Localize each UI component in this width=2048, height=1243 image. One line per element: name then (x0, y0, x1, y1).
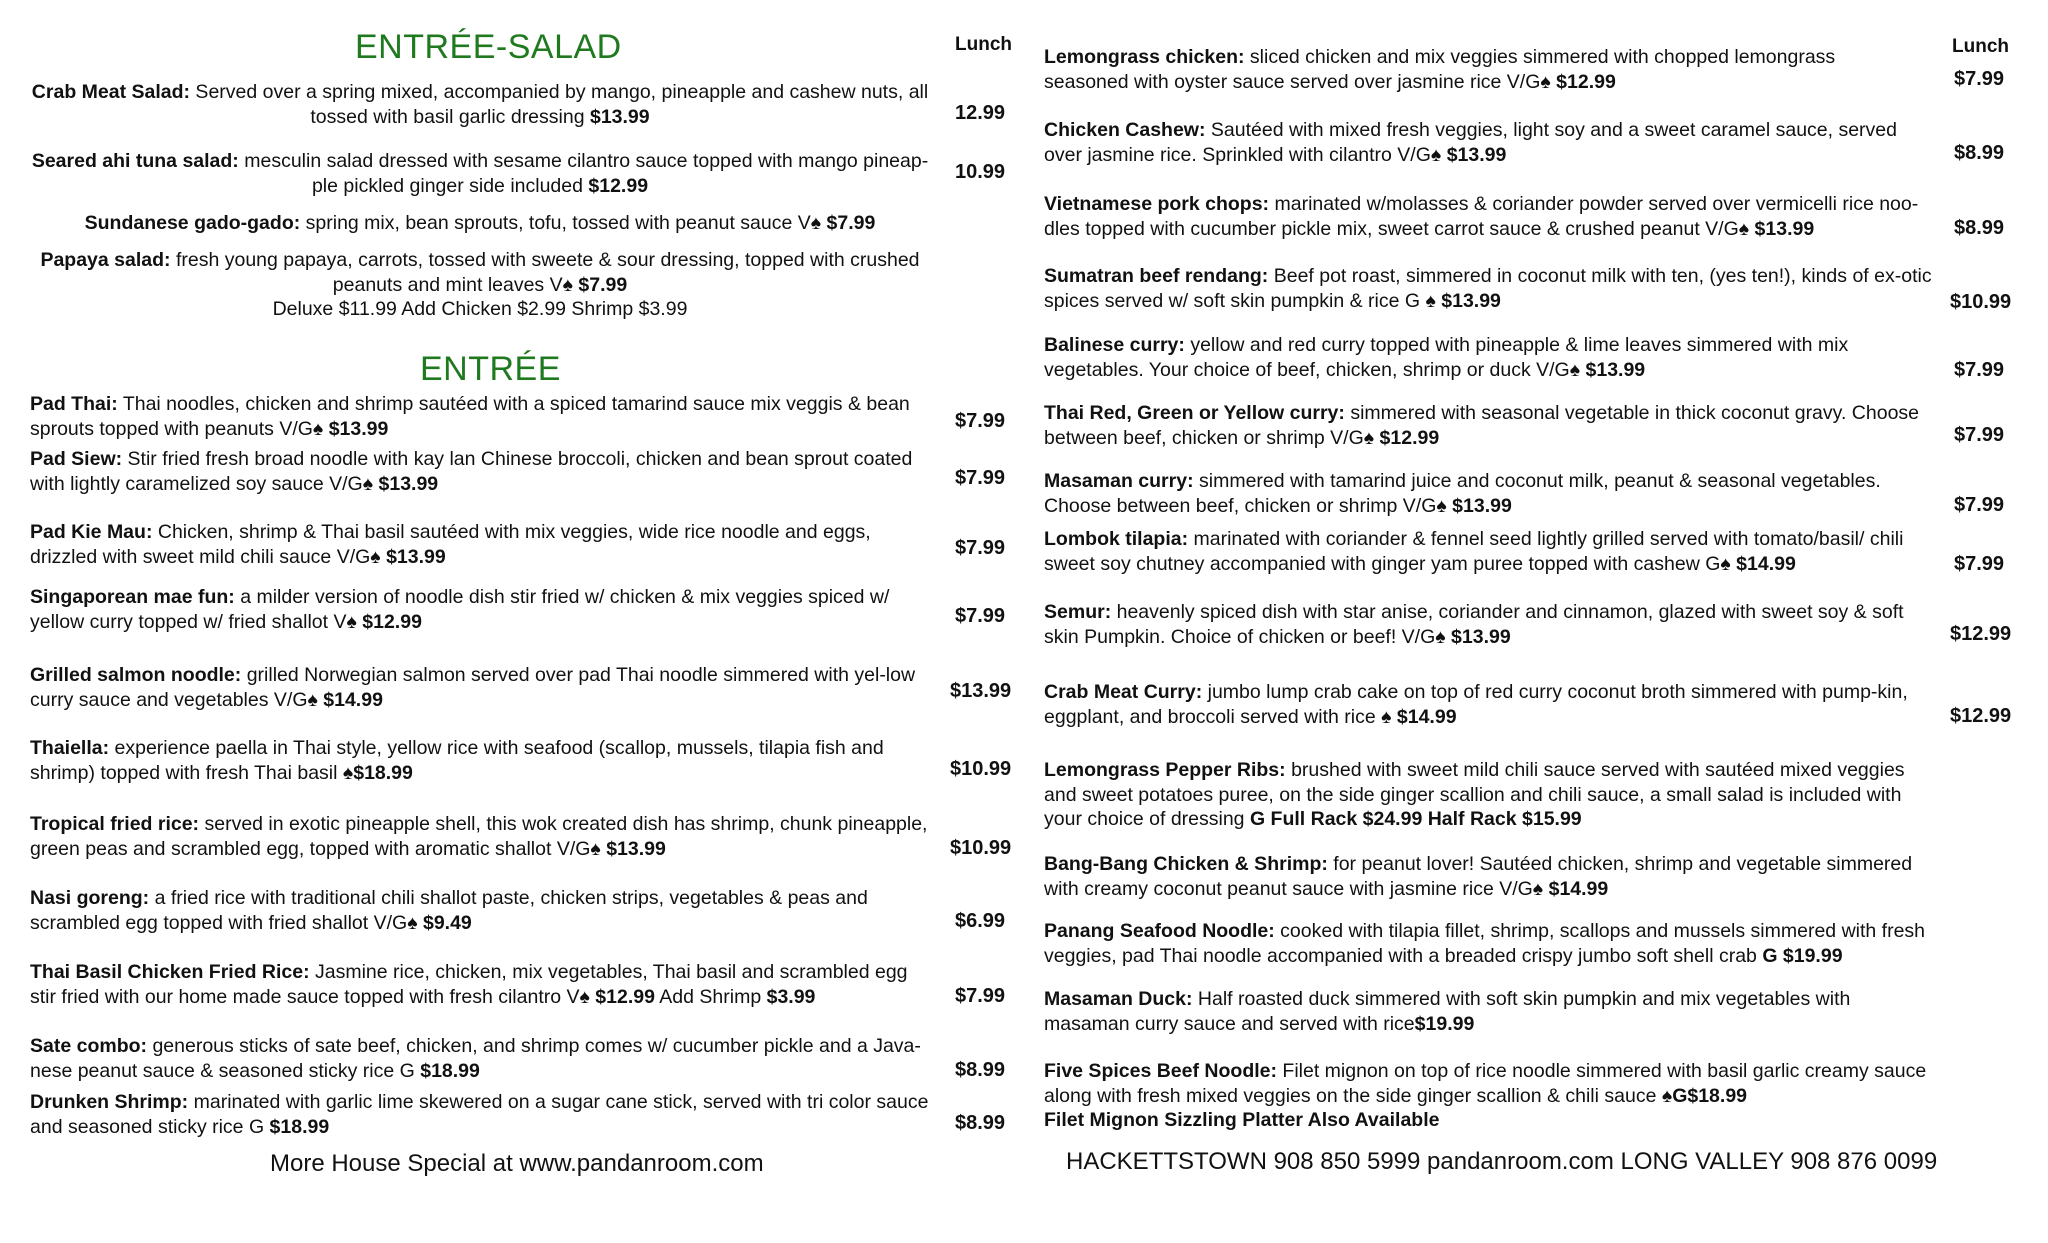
menu-item-five-spices-beef-noodle (1044, 1059, 1934, 1108)
lunch-price: 12.99 (955, 102, 1006, 124)
menu-item-thai-basil-chicken-fried-rice (30, 960, 930, 1009)
item-name: Sundanese gado-gado: (84, 212, 301, 234)
item-name: Masaman Duck: (1044, 988, 1193, 1010)
entree-heading: ENTRÉE (420, 350, 561, 388)
lunch-price: $6.99 (955, 910, 1006, 932)
item-name: Drunken Shrimp: (30, 1091, 189, 1113)
item-name: Grilled salmon noodle: (30, 664, 242, 686)
lunch-price: $10.99 (950, 837, 1012, 859)
lunch-price: $10.99 (950, 758, 1012, 780)
menu-item-grilled-salmon-noodle (30, 663, 930, 712)
item-price: $12.99 (1556, 70, 1616, 93)
item-desc: heavenly spiced dish with star anise, coriander and cinnamon, glazed with sweet soy & soft skin Pumpkin. Choice of chicken or beef! V/G♠ (1044, 601, 1904, 648)
item-desc: marinated w/molasses & coriander powder served over vermicelli rice noo-dles topped with cucumber pickle mix, sweet carrot sauce & crushed peanut V/G♠ (1044, 193, 1919, 240)
item-desc: sliced chicken and mix veggies simmered with chopped lemongrass seasoned with oyster sauce served over jasmine rice V/G♠ (1044, 46, 1836, 93)
item-price: $13.99 (589, 105, 650, 128)
menu-item-thai-curry (1044, 401, 1934, 450)
item-price: $9.49 (422, 911, 472, 934)
item-name: Bang-Bang Chicken & Shrimp: (1044, 853, 1328, 875)
item-desc: spring mix, bean sprouts, tofu, tossed with peanut sauce V♠ (300, 212, 827, 234)
item-name: Seared ahi tuna salad: (31, 150, 239, 172)
menu-item-pad-thai (30, 392, 930, 441)
item-desc: Chicken, shrimp & Thai basil sautéed with mix veggies, wide rice noodle and eggs, drizzled with sweet mild chili sauce V/G♠ (30, 521, 871, 568)
item-price: $12.99 (362, 610, 422, 633)
item-price: $13.99 (1451, 625, 1511, 648)
item-name: Papaya salad: (40, 249, 171, 271)
item-desc: Half roasted duck simmered with soft skin pumpkin and mix vegetables with masaman curry sauce and served with rice (1044, 988, 1851, 1035)
lunch-price: $13.99 (950, 680, 1012, 702)
menu-item-drunken-shrimp (30, 1090, 930, 1139)
item-price: $14.99 (1548, 877, 1609, 900)
item-desc: Beef pot roast, simmered in coconut milk with ten, (yes ten!), kinds of ex-otic spices served w/ soft skin pumpkin & rice G ♠ (1044, 265, 1932, 312)
lunch-price: $7.99 (955, 467, 1006, 489)
item-desc: generous sticks of sate beef, chicken, and shrimp comes w/ cucumber pickle and a Java-nese peanut sauce & seasoned sticky rice G (30, 1035, 921, 1082)
item-desc: marinated with coriander & fennel seed lightly grilled served with tomato/basil/ chili sweet soy chutney accompanied with ginger yam puree topped with cashew G♠ (1044, 528, 1904, 575)
item-desc: fresh young papaya, carrots, tossed with sweete & sour dressing, topped with crushed peanuts and mint leaves V♠ (170, 249, 920, 296)
item-price: $13.99 (386, 545, 446, 568)
item-name: Crab Meat Salad: (31, 81, 191, 103)
menu-item-balinese-curry (1044, 333, 1934, 382)
item-desc: a fried rice with traditional chili shallot paste, chicken strips, vegetables & peas and scrambled egg topped with fried shallot V/G♠ (30, 887, 868, 934)
item-price: $13.99 (606, 837, 666, 860)
item-name: Chicken Cashew: (1044, 119, 1206, 141)
item-price: $14.99 (323, 688, 383, 711)
item-price: $13.99 (1441, 289, 1501, 312)
item-name: Thaiella: (30, 737, 110, 759)
item-name: Thai Red, Green or Yellow curry: (1044, 402, 1345, 424)
lunch-price: $7.99 (1954, 424, 2005, 446)
item-desc: simmered with tamarind juice and coconut milk, peanut & seasonal vegetables. Choose between beef, chicken or shrimp V/G♠ (1044, 470, 1881, 517)
lunch-price: $7.99 (1954, 68, 2005, 90)
item-name: Lemongrass Pepper Ribs: (1044, 759, 1286, 781)
item-name: Pad Siew: (30, 448, 123, 470)
right-footer: HACKETTSTOWN 908 850 5999 pandanroom.com LONG VALLEY 908 876 0099 (1066, 1148, 1938, 1175)
item-desc: jumbo lump crab cake on top of red curry coconut broth simmered with pump-kin, eggplant, and broccoli served with rice ♠ (1044, 681, 1908, 728)
item-name: Thai Basil Chicken Fried Rice: (30, 961, 310, 983)
lunch-price: $7.99 (1954, 359, 2005, 381)
menu-item-nasi-goreng (30, 886, 930, 935)
lunch-price: $7.99 (955, 985, 1006, 1007)
item-name: Five Spices Beef Noodle: (1044, 1060, 1277, 1082)
lunch-price: $7.99 (955, 537, 1006, 559)
item-price: $7.99 (578, 273, 628, 296)
item-name: Sumatran beef rendang: (1044, 265, 1269, 287)
item-desc: Filet mignon on top of rice noodle simmered with basil garlic creamy sauce along with fresh mixed veggies on the side ginger scallion & chili sauce (1044, 1060, 1927, 1107)
lunch-price: $8.99 (1954, 142, 2005, 164)
lunch-price: $7.99 (1954, 553, 2005, 575)
menu-item-tropical-fried-rice (30, 812, 930, 861)
item-price: $14.99 (1736, 552, 1796, 575)
item-desc: Served over a spring mixed, accompanied by mango, pineapple and cashew nuts, all tossed with basil garlic dressing (190, 81, 929, 128)
left-footer: More House Special at www.pandanroom.com (270, 1150, 764, 1177)
item-extra: Add Shrimp (654, 985, 767, 1008)
item-name: Pad Thai: (30, 393, 118, 415)
item-desc: marinated with garlic lime skewered on a sugar cane stick, served with tri color sauce and seasoned sticky rice G (30, 1091, 929, 1138)
item-desc: simmered with seasonal vegetable in thick coconut gravy. Choose between beef, chicken or shrimp V/G♠ (1044, 402, 1920, 449)
item-desc: cooked with tilapia fillet, shrimp, scallops and mussels simmered with fresh veggies, pad Thai noodle accompanied with a breaded crispy jumbo soft shell crab (1044, 920, 1926, 967)
item-price: $7.99 (826, 212, 876, 234)
item-price: $14.99 (1396, 705, 1457, 728)
menu-item-lemongrass-pepper-ribs (1044, 758, 1939, 832)
menu-item-papaya-salad (30, 248, 930, 297)
menu-item-masaman-duck (1044, 987, 1904, 1036)
item-name: Balinese curry: (1044, 334, 1185, 356)
menu-item-masaman-curry (1044, 469, 1934, 518)
salad-heading: ENTRÉE-SALAD (355, 28, 622, 66)
item-name: Nasi goreng: (30, 887, 150, 909)
menu-item-lombok-tilapia (1044, 527, 1934, 576)
item-name: Masaman curry: (1044, 470, 1194, 492)
menu-item-singaporean-mae-fun (30, 585, 930, 634)
item-price: G $19.99 (1762, 944, 1843, 967)
lunch-price: $8.99 (1954, 217, 2005, 239)
item-name: Tropical fried rice: (30, 813, 200, 835)
menu-item-sumatran-beef-rendang (1044, 264, 1934, 313)
item-name: Crab Meat Curry: (1044, 681, 1203, 703)
item-price: $18.99 (420, 1059, 480, 1082)
menu-item-seared-ahi-tuna-salad (30, 149, 930, 198)
item-desc: Sautéed with mixed fresh veggies, light soy and a sweet caramel sauce, served over jasmine rice. Sprinkled with cilantro V/G♠ (1044, 119, 1897, 166)
lunch-price: $7.99 (1954, 494, 2005, 516)
item-name: Lemongrass chicken: (1044, 46, 1245, 68)
menu-item-pad-siew (30, 447, 930, 496)
item-desc: served in exotic pineapple shell, this wok created dish has shrimp, chunk pineapple, green peas and scrambled egg, topped with aromatic shallot V/G♠ (30, 813, 928, 860)
lunch-price: $12.99 (1950, 705, 2012, 727)
menu-item-sate-combo (30, 1034, 930, 1083)
item-desc: Jasmine rice, chicken, mix vegetables, Thai basil and scrambled egg stir fried with our home made sauce topped with fresh cilantro V♠ (30, 961, 908, 1008)
item-name: Lombok tilapia: (1044, 528, 1189, 550)
menu-item-semur (1044, 600, 1934, 649)
item-desc: Stir fried fresh broad noodle with kay lan Chinese broccoli, chicken and bean sprout coated with lightly caramelized soy sauce V/G♠ (30, 448, 913, 495)
menu-item-bang-bang-chicken-shrimp (1044, 852, 1934, 901)
item-name: Semur: (1044, 601, 1112, 623)
lunch-price: $10.99 (1950, 291, 2012, 313)
item-extra-price: $3.99 (766, 985, 816, 1008)
item-price: $13.99 (1452, 494, 1512, 517)
menu-item-crab-meat-salad (30, 80, 930, 129)
item-price: G Full Rack $24.99 Half Rack $15.99 (1249, 808, 1582, 830)
lunch-price: $7.99 (955, 605, 1006, 627)
item-name: Pad Kie Mau: (30, 521, 153, 543)
item-desc: for peanut lover! Sautéed chicken, shrimp and vegetable simmered with creamy coconut peanut sauce with jasmine rice V/G♠ (1044, 853, 1913, 900)
item-price: $18.99 (269, 1115, 330, 1138)
item-price: $13.99 (378, 472, 439, 495)
salad-lunch-header: Lunch (955, 34, 1012, 55)
menu-item-thaiella (30, 736, 930, 785)
lunch-price: $12.99 (1950, 623, 2012, 645)
item-price: $13.99 (1446, 143, 1507, 166)
item-name: Panang Seafood Noodle: (1044, 920, 1275, 942)
menu-item-vietnamese-pork-chops (1044, 192, 1934, 241)
item-name: Vietnamese pork chops: (1044, 193, 1270, 215)
right-lunch-header: Lunch (1952, 36, 2009, 57)
item-price: $12.99 (595, 985, 655, 1008)
sizzling-platter-note: Filet Mignon Sizzling Platter Also Available (1044, 1109, 1440, 1131)
item-desc: Thai noodles, chicken and shrimp sautéed with a spiced tamarind sauce mix veggis & bean sprouts topped with peanuts V/G♠ (30, 393, 910, 440)
item-desc: yellow and red curry topped with pineapple & lime leaves simmered with mix vegetables. Your choice of beef, chicken, shrimp or duck V/G♠ (1044, 334, 1849, 381)
item-price: $13.99 (328, 417, 389, 440)
item-price: $13.99 (1585, 358, 1646, 381)
lunch-price: $8.99 (955, 1112, 1006, 1134)
papaya-extra: Deluxe $11.99 Add Chicken $2.99 Shrimp $3.99 (272, 298, 688, 320)
item-price: $13.99 (1754, 217, 1815, 240)
item-desc: a milder version of noodle dish stir fried w/ chicken & mix veggies spiced w/ yellow curry topped w/ fried shallot V♠ (30, 586, 890, 633)
item-price: $12.99 (588, 174, 649, 197)
item-price: $12.99 (1379, 426, 1440, 449)
lunch-price: $8.99 (955, 1059, 1006, 1081)
item-price: ♠G$18.99 (1661, 1084, 1748, 1107)
item-desc: experience paella in Thai style, yellow rice with seafood (scallop, mussels, tilapia fish and shrimp) topped with fresh Thai basil ♠ (30, 737, 884, 784)
item-price: $18.99 (353, 761, 413, 784)
menu-item-panang-seafood-noodle (1044, 919, 1939, 968)
menu-item-sundanese-gado-gado (30, 211, 930, 236)
item-name: Sate combo: (30, 1035, 148, 1057)
item-name: Singaporean mae fun: (30, 586, 235, 608)
menu-item-chicken-cashew (1044, 118, 1924, 167)
item-price: $19.99 (1414, 1012, 1475, 1035)
menu-item-pad-kie-mau (30, 520, 930, 569)
menu-item-crab-meat-curry (1044, 680, 1934, 729)
menu-item-lemongrass-chicken (1044, 45, 1924, 94)
item-desc: grilled Norwegian salmon served over pad Thai noodle simmered with yel-low curry sauce and vegetables V/G♠ (30, 664, 916, 711)
item-desc: brushed with sweet mild chili sauce served with sautéed mixed veggies and sweet potatoes puree, on the side ginger scallion and chili sauce, a small salad is included with your choice of dressing (1044, 759, 1905, 830)
lunch-price: $7.99 (955, 410, 1006, 432)
item-desc: mesculin salad dressed with sesame cilantro sauce topped with mango pineap-ple pickled ginger side included (238, 150, 929, 197)
lunch-price: 10.99 (955, 161, 1006, 183)
